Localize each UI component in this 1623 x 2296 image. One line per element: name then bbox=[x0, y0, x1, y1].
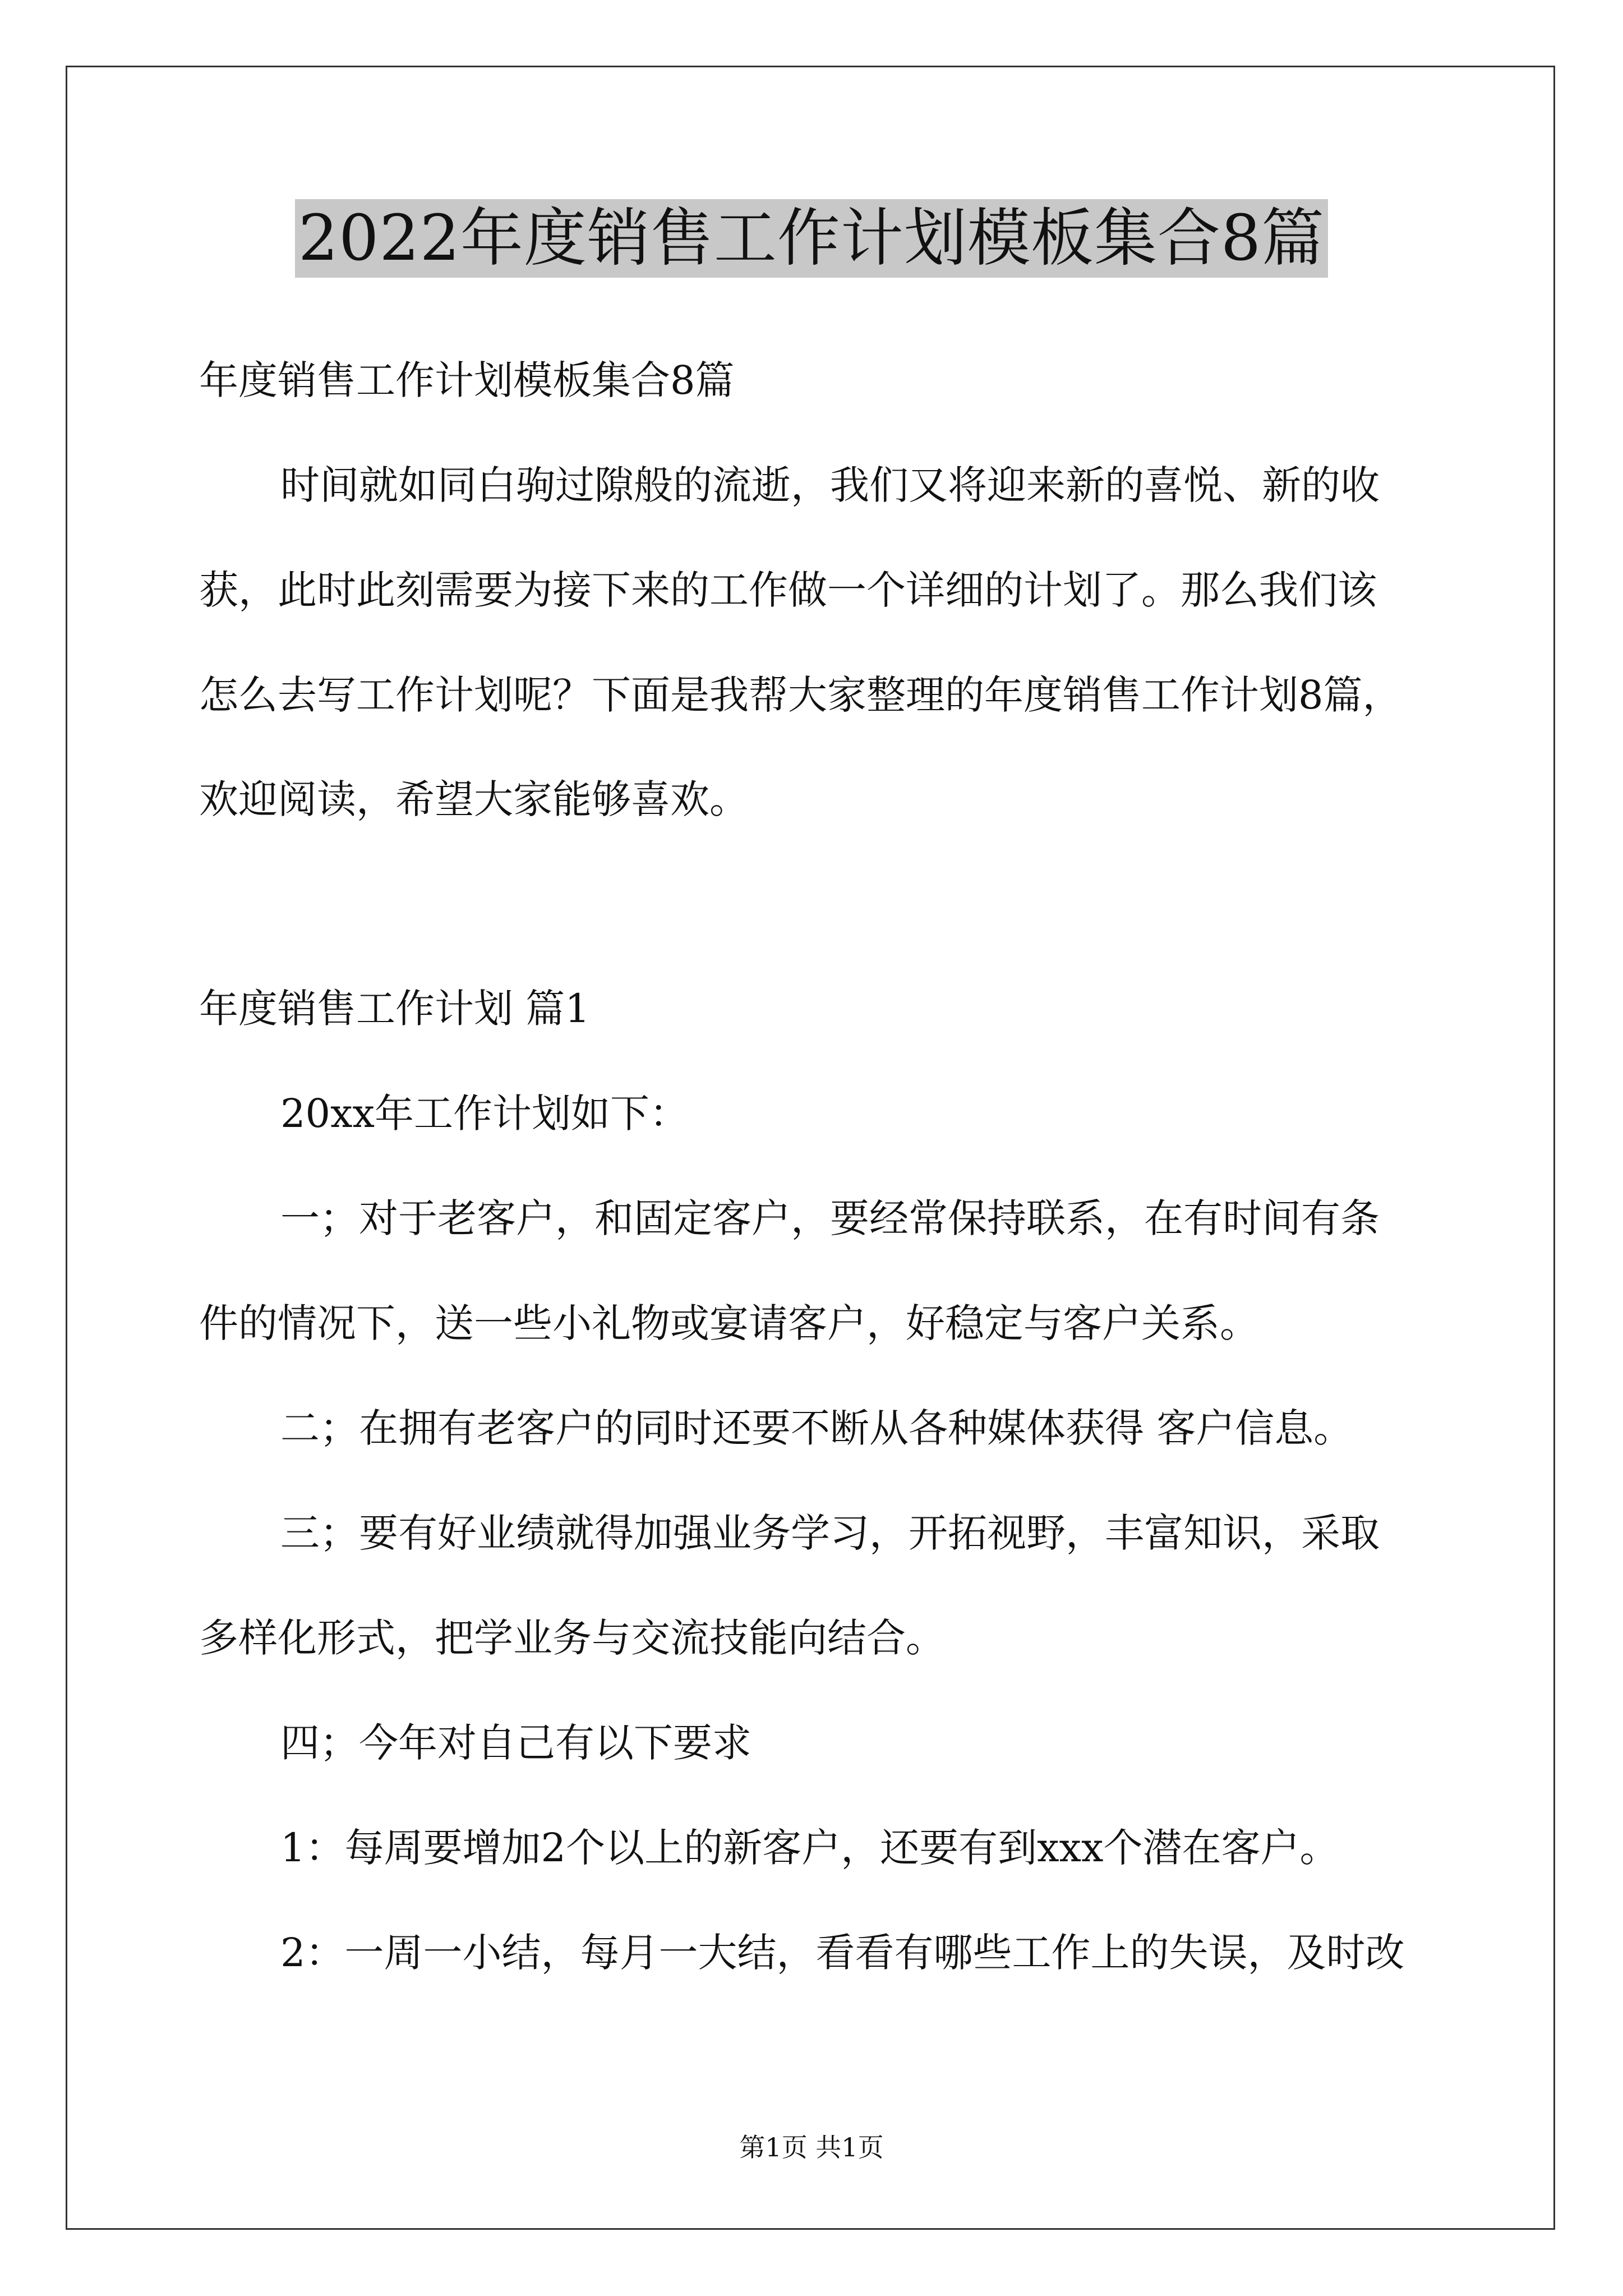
document-title: 2022年度销售工作计划模板集合8篇 bbox=[295, 199, 1328, 278]
paragraph-line: 欢迎阅读，希望大家能够喜欢。 bbox=[199, 776, 749, 822]
paragraph-line: 一；对于老客户，和固定客户，要经常保持联系，在有时间有条 bbox=[280, 1195, 1380, 1241]
paragraph-line: 四；今年对自己有以下要求 bbox=[280, 1720, 751, 1766]
paragraph-line: 件的情况下，送一些小礼物或宴请客户，好稳定与客户关系。 bbox=[199, 1300, 1259, 1346]
paragraph-line: 三；要有好业绩就得加强业务学习，开拓视野，丰富知识，采取 bbox=[280, 1510, 1380, 1556]
section-heading: 年度销售工作计划 篇1 bbox=[199, 986, 590, 1032]
paragraph-line: 二；在拥有老客户的同时还要不断从各种媒体获得 客户信息。 bbox=[280, 1405, 1353, 1451]
paragraph-line: 获，此时此刻需要为接下来的工作做一个详细的计划了。那么我们该 bbox=[199, 567, 1377, 613]
title-container bbox=[0, 199, 1623, 278]
paragraph-line: 时间就如同白驹过隙般的流逝，我们又将迎来新的喜悦、新的收 bbox=[280, 462, 1380, 508]
paragraph-line: 多样化形式，把学业务与交流技能向结合。 bbox=[199, 1615, 945, 1661]
paragraph-line: 2：一周一小结，每月一大结，看看有哪些工作上的失误，及时改 bbox=[280, 1930, 1405, 1976]
paragraph-line: 怎么去写工作计划呢？下面是我帮大家整理的年度销售工作计划8篇， bbox=[199, 672, 1402, 718]
paragraph-line: 1：每周要增加2个以上的新客户，还要有到xxx个潜在客户。 bbox=[280, 1825, 1339, 1871]
paragraph-line: 20xx年工作计划如下： bbox=[280, 1091, 689, 1137]
subtitle-line: 年度销售工作计划模板集合8篇 bbox=[199, 357, 735, 403]
page-number-footer: 第1页 共1页 bbox=[739, 2132, 884, 2162]
